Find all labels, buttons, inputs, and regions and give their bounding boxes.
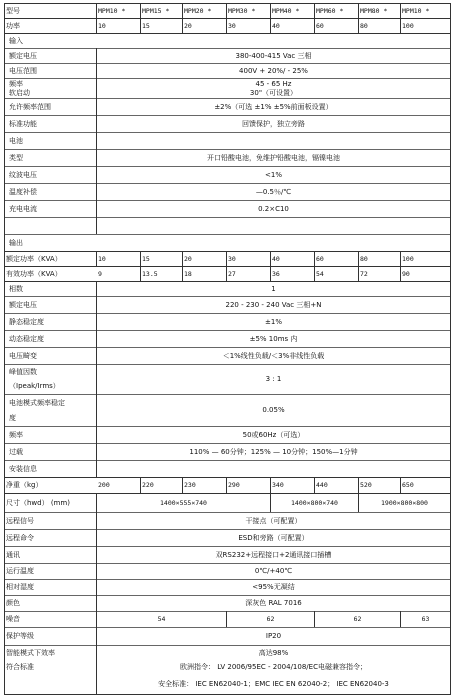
rated-power-value: 100 [402,254,414,263]
power-value: 40 [272,21,280,30]
active-power-value: 18 [184,269,192,278]
model-header: MPM10 * [402,6,430,15]
output-rated-voltage-value: 220 - 230 - 240 Vac 三相+N [225,300,322,309]
net-weight-value: 650 [402,481,414,489]
active-power-value: 27 [228,269,236,278]
model-header: MPM20 * [184,6,212,15]
temp-comp-label: 温度补偿 [9,187,37,196]
noise-value: 54 [157,615,166,623]
model-header: MPM80 * [360,6,388,15]
rated-power-label: 额定功率（KVA） [6,254,62,263]
battery-section-title: 电池 [9,136,23,145]
active-power-value: 36 [272,269,280,278]
phases-label: 相数 [9,284,23,293]
voltage-range-label: 电压范围 [9,66,37,75]
distortion-value: ＜1%线性负载/＜3%非线性负载 [222,351,325,360]
battery-type-value: 开口铅酸电池，免维护铅酸电池，镉镍电池 [207,153,340,162]
input-section-title: 输入 [9,36,23,45]
static-stability-value: ±1% [265,317,282,326]
dynamic-stability-label: 动态稳定度 [9,334,44,343]
color-label: 颜色 [6,599,20,607]
standards-directive: 欧洲指令： LV 2006/95EC - 2004/108/EC电磁兼容指令； [180,663,367,671]
overload-value: 110% — 60分钟；125% — 10分钟；150%—1分钟 [189,447,358,456]
noise-value: 63 [421,615,430,623]
model-header: MPM15 * [142,6,170,15]
noise-value: 62 [266,615,275,623]
standards-label: 符合标准 [6,663,34,671]
power-value: 10 [98,21,106,30]
remote-command-value: ESD和旁路（可配置） [238,533,309,542]
color-value: 深灰色 RAL 7016 [245,599,302,607]
power-value: 30 [228,21,236,30]
net-weight-value: 230 [184,481,196,489]
protection-label: 保护等级 [6,632,34,640]
operating-temp-label: 运行温度 [6,567,34,575]
active-power-label: 有效功率（KVA） [6,269,62,278]
output-section-title: 输出 [9,238,23,247]
soft-start-label: 软启动 [9,89,30,97]
power-value: 20 [184,21,192,30]
soft-start-value: 30"（可设置） [249,89,298,97]
battery-type-label: 类型 [9,153,23,162]
dynamic-stability-value: ±5% 10ms 内 [249,334,298,343]
dimensions-value: 1400×800×740 [291,498,338,507]
eco-efficiency-value: 高达98% [258,648,289,657]
freq-range-value: ±2%（可选 ±1% ±5%前面板设置） [214,102,333,111]
eco-efficiency-label: 智能模式下效率 [6,648,55,657]
crest-factor-sublabel: （Ipeak/Irms） [9,381,60,390]
net-weight-value: 440 [316,481,328,489]
phases-value: 1 [271,284,276,293]
net-weight-label: 净重（kg） [6,481,43,489]
power-label: 功率 [6,21,20,30]
humidity-label: 相对湿度 [6,583,34,591]
protection-value: IP20 [265,632,282,640]
rated-power-value: 15 [142,254,150,263]
overload-label: 过载 [9,447,23,456]
voltage-range-value: 400V + 20%/ - 25% [239,66,308,75]
battery-freq-stability-label-cont: 度 [9,413,16,422]
distortion-label: 电压畸变 [9,351,37,360]
active-power-value: 54 [316,269,324,278]
output-frequency-label: 频率 [9,430,23,439]
battery-freq-stability-value: 0.05% [262,406,285,414]
active-power-value: 90 [402,269,410,278]
freq-range-label: 允许频率范围 [9,102,51,111]
active-power-value: 9 [98,269,102,278]
output-rated-voltage-label: 额定电压 [9,300,37,309]
operating-temp-value: 0℃/+40℃ [254,567,293,575]
dimensions-label: 尺寸（hwd） (mm) [6,498,70,507]
noise-value: 62 [353,615,362,623]
rated-power-value: 40 [272,254,280,263]
standards-safety: 安全标准： IEC EN62040-1；EMC IEC EN 62040-2； IEC EN62040-3 [158,679,389,688]
header-label: 型号 [6,6,20,15]
install-section-title: 安装信息 [9,464,37,473]
model-header: MPM40 * [272,6,300,15]
static-stability-label: 静态稳定度 [9,317,44,326]
net-weight-value: 220 [142,481,154,489]
communication-label: 通讯 [6,550,20,559]
battery-freq-stability-label: 电池模式频率稳定 [9,398,65,407]
standard-func-label: 标准功能 [9,119,37,128]
dimensions-value: 1400×555×740 [160,498,207,507]
input-rated-voltage-label: 额定电压 [9,51,37,60]
power-value: 80 [360,21,368,30]
output-frequency-value: 50或60Hz（可选） [242,430,305,439]
crest-factor-value: 3 : 1 [265,375,282,383]
net-weight-value: 200 [98,481,110,489]
model-header: MPM60 * [316,6,344,15]
charge-current-label: 充电电流 [9,204,37,213]
model-header: MPM10 * [98,6,126,15]
ripple-label: 纹波电压 [9,170,37,179]
power-value: 60 [316,21,324,30]
temp-comp-value: —0.5％/℃ [255,187,292,196]
net-weight-value: 520 [360,481,372,489]
rated-power-value: 60 [316,254,324,263]
net-weight-value: 340 [272,481,284,489]
communication-value: 双RS232+远程接口+2通讯接口插槽 [215,550,332,559]
ripple-value: <1% [265,170,282,179]
input-frequency-label: 频率 [9,79,23,88]
rated-power-value: 80 [360,254,368,263]
crest-factor-label: 峰值因数 [9,367,37,376]
humidity-value: <95%无凝结 [252,583,295,591]
dimensions-value: 1900×800×800 [381,498,428,507]
rated-power-value: 30 [228,254,236,263]
power-value: 15 [142,21,150,30]
input-frequency-value: 45 - 65 Hz [255,79,292,88]
net-weight-value: 290 [228,481,240,489]
standard-func-value: 回馈保护，独立旁路 [242,119,305,128]
active-power-value: 72 [360,269,368,278]
remote-signal-label: 远程信号 [6,516,34,525]
model-header: MPM30 * [228,6,256,15]
noise-label: 噪音 [6,615,20,623]
remote-command-label: 远程命令 [6,533,34,542]
rated-power-value: 10 [98,254,106,263]
rated-power-value: 20 [184,254,192,263]
charge-current-value: 0.2×C10 [258,204,289,213]
input-rated-voltage-value: 380-400-415 Vac 三相 [235,51,312,60]
remote-signal-value: 干接点（可配置） [245,516,302,525]
power-value: 100 [402,21,414,30]
active-power-value: 13.5 [142,269,158,278]
